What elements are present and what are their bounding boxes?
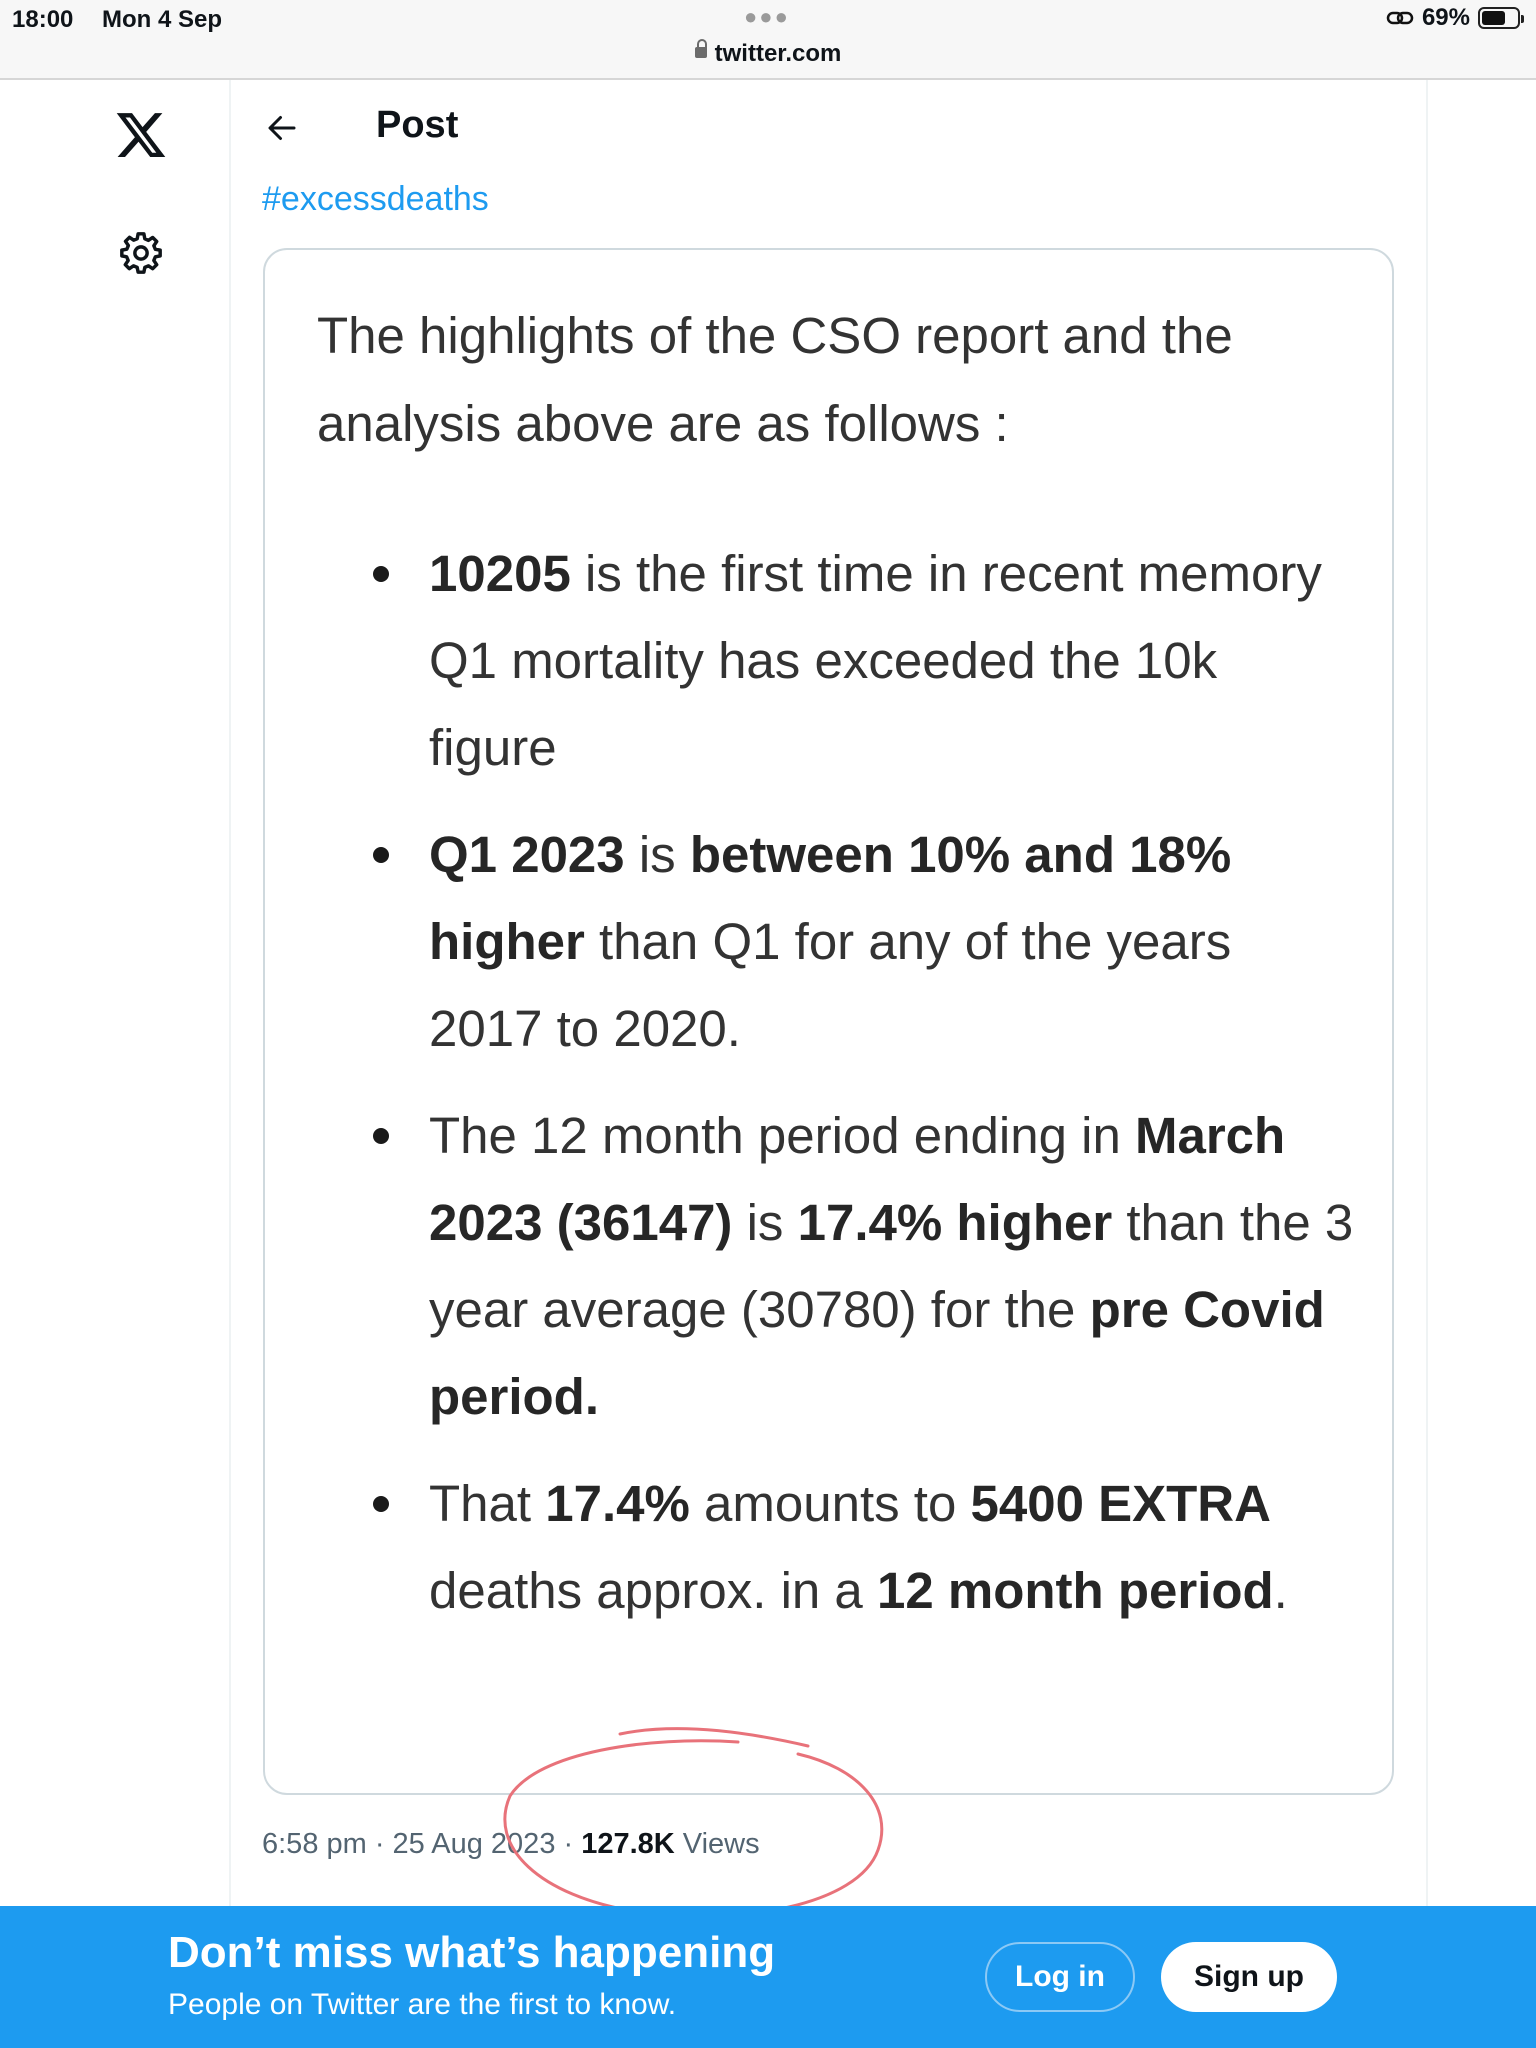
link-icon	[1386, 8, 1414, 28]
text: .	[1273, 1562, 1288, 1619]
banner-title: Don’t miss what’s happening	[168, 1928, 776, 1977]
list-item	[317, 530, 1357, 791]
text: deaths approx. in a	[429, 1562, 877, 1619]
column-divider	[1426, 80, 1428, 1906]
list-item	[317, 1092, 1357, 1440]
status-indicators	[1386, 4, 1520, 32]
bold-text: 5400 EXTRA	[970, 1475, 1271, 1532]
bold-text: 10205	[429, 545, 571, 602]
status-time: 18:00	[12, 6, 74, 33]
url-text: twitter.com	[714, 40, 842, 67]
text: is the first time in recent memory Q1 mortality has exceeded the 10k figure	[429, 545, 1322, 776]
battery-icon	[1478, 7, 1520, 29]
post-intro-text: The highlights of the CSO report and the analysis above are as follows :	[317, 307, 1233, 452]
text: is	[624, 826, 690, 883]
banner-subtitle: People on Twitter are the first to know.	[168, 1988, 677, 2021]
post-image-card[interactable]	[263, 248, 1394, 1795]
bold-text: March 2023 (36147)	[429, 1107, 1286, 1251]
bold-text: pre Covid period.	[429, 1281, 1325, 1425]
hashtag-link[interactable]: #excessdeaths	[262, 180, 489, 218]
tab-overview-dots-icon[interactable]: ●●●	[744, 4, 790, 29]
lock-icon	[695, 47, 707, 58]
text: is	[732, 1194, 798, 1251]
battery-percent: 69%	[1421, 4, 1470, 31]
list-item	[317, 1460, 1357, 1634]
bold-text: Q1 2023	[429, 826, 625, 883]
highlights-list	[317, 530, 1357, 1654]
login-button[interactable]: Log in	[985, 1942, 1135, 2012]
bullet-dot	[373, 847, 389, 863]
text: The 12 month period ending in	[429, 1107, 1135, 1164]
text: than Q1 for any of the years 2017 to 2020.	[429, 913, 1232, 1057]
views-label: Views	[674, 1828, 760, 1860]
page-title: Post	[376, 104, 459, 146]
bold-text: 17.4% higher	[797, 1194, 1113, 1251]
status-bar	[0, 0, 1536, 80]
x-logo-icon[interactable]	[114, 108, 168, 162]
bullet-dot	[373, 1496, 389, 1512]
gear-icon[interactable]	[118, 230, 164, 276]
signup-banner	[0, 1906, 1536, 2048]
bold-text: between 10% and 18% higher	[429, 826, 1232, 970]
signup-button[interactable]: Sign up	[1161, 1942, 1337, 2012]
bold-text: 17.4%	[545, 1475, 690, 1532]
text: That	[429, 1475, 546, 1532]
bullet-dot	[373, 1128, 389, 1144]
post-meta	[262, 1828, 760, 1861]
text: than the 3 year average (30780) for the	[429, 1194, 1354, 1338]
address-bar[interactable]	[0, 40, 1536, 68]
text: amounts to	[689, 1475, 971, 1532]
list-item	[317, 811, 1357, 1072]
post-timestamp[interactable]: 6:58 pm · 25 Aug 2023 ·	[262, 1828, 582, 1860]
column-divider	[229, 80, 231, 1906]
bullet-dot	[373, 566, 389, 582]
bold-text: 12 month period	[876, 1562, 1274, 1619]
back-arrow-icon[interactable]	[264, 110, 300, 146]
status-date: Mon 4 Sep	[102, 6, 223, 33]
views-count: 127.8K	[581, 1828, 675, 1860]
